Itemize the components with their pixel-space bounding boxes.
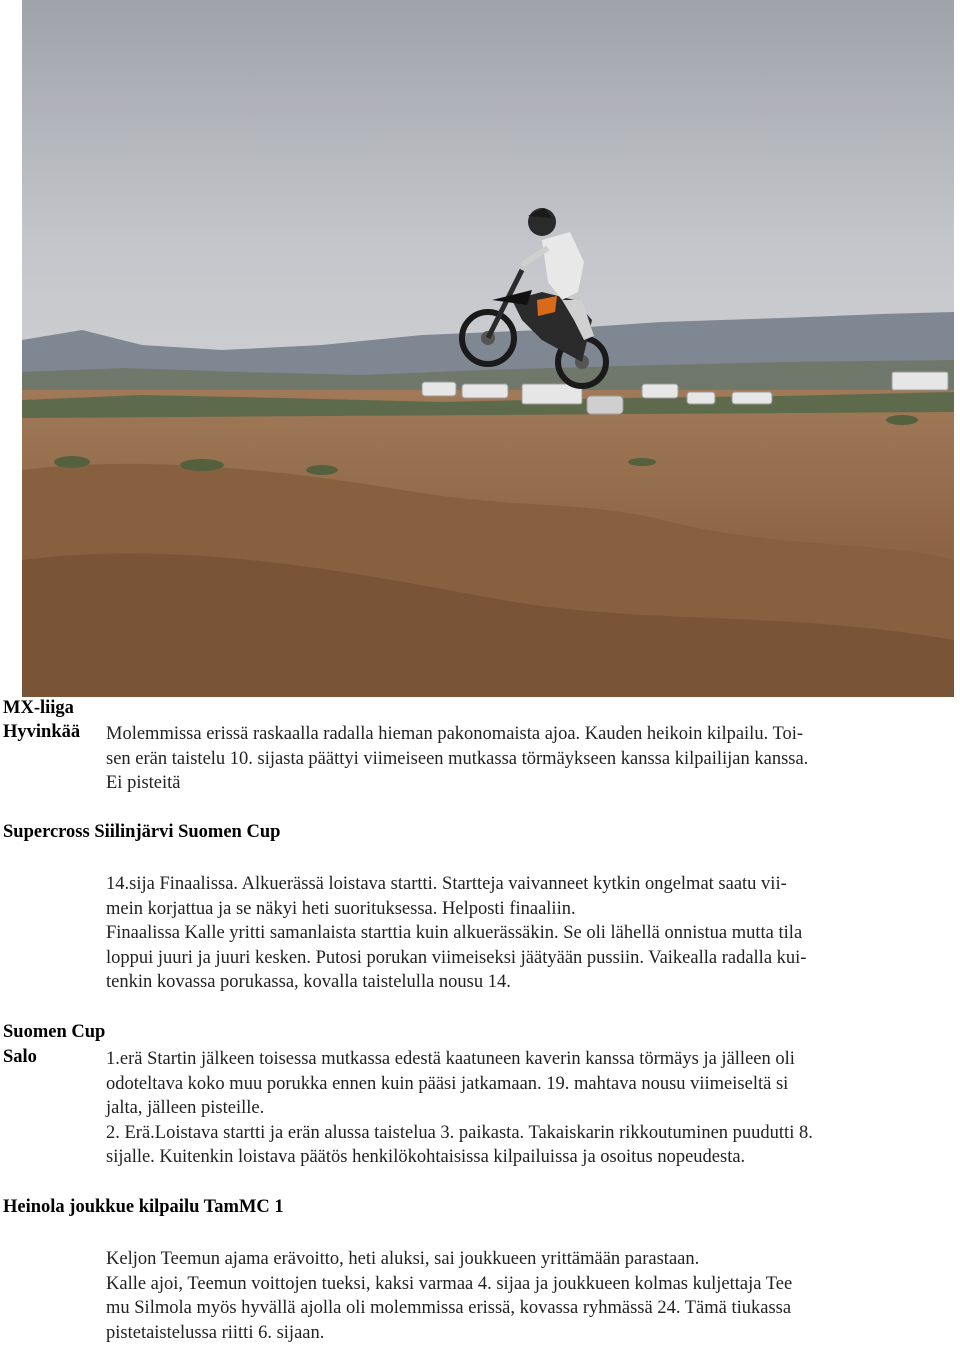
paragraph-line: 2. Erä.Loistava startti ja erän alussa taistelua 3. paikasta. Takaiskarin rikkoutuminen puudutti 8. (106, 1122, 813, 1143)
heinola-text (106, 1247, 956, 1345)
motocross-photo (22, 0, 954, 697)
paragraph-line: Molemmissa erissä raskaalla radalla hieman pakonomaista ajoa. Kauden heikoin kilpailu. Toi- (106, 724, 804, 744)
suomen-cup-place: Salo (3, 1047, 37, 1067)
mx-liiga-place: Hyvinkää (3, 722, 81, 742)
paragraph-line: 1.erä Startin jälkeen toisessa mutkassa edestä kaatuneen kaverin kanssa törmäys ja jälleen oli (106, 1049, 795, 1069)
paragraph-line: odoteltava koko muu porukka ennen kuin pääsi jatkamaan. 19. mahtava nousu viimeiseltä si (106, 1073, 789, 1094)
mx-liiga-text (106, 722, 956, 796)
paragraph-line: 14.sija Finaalissa. Alkuerässä loistava startti. Startteja vaivanneet kytkin ongelmat saatu vii- (106, 874, 787, 894)
suomen-cup-heading: Suomen Cup (3, 1022, 106, 1042)
supercross-text (106, 872, 956, 995)
paragraph-line: Ei pisteitä (106, 773, 181, 793)
paragraph-line: tenkin kovassa porukassa, kovalla taistelulla nousu 14. (106, 972, 511, 992)
mx-liiga-heading: MX-liiga (3, 698, 74, 718)
paragraph-line: Keljon Teemun ajama erävoitto, heti aluksi, sai joukkueen yrittämään parastaan. (106, 1249, 700, 1269)
paragraph-line: mein korjattua ja se näkyi heti suorituksessa. Helposti finaaliin. (106, 898, 576, 919)
paragraph-line: mu Silmola myös hyvällä ajolla oli molemmissa erissä, kovassa ryhmässä 24. Tämä tiukassa (106, 1298, 792, 1318)
paragraph-line: pistetaistelussa riitti 6. sijaan. (106, 1322, 325, 1343)
paragraph-line: sijalle. Kuitenkin loistava päätös henkilökohtaisissa kilpailuissa ja osoitus nopeudesta. (106, 1147, 746, 1167)
paragraph-line: sen erän taistelu 10. sijasta päättyi viimeiseen mutkassa törmäykseen kanssa kilpailijan kanssa. (106, 748, 809, 769)
heinola-heading: Heinola joukkue kilpailu TamMC 1 (3, 1197, 284, 1217)
supercross-heading: Supercross Siilinjärvi Suomen Cup (3, 822, 281, 842)
paragraph-line: loppui juuri ja juuri kesken. Putosi porukan viimeiseksi jäätyään pussiin. Vaikealla radalla kui- (106, 947, 807, 968)
paragraph-line: Finaalissa Kalle yritti samanlaista starttia kuin alkuerässäkin. Se oli lähellä onnistua mutta tila (106, 923, 803, 943)
paragraph-line: jalta, jälleen pisteille. (106, 1098, 265, 1118)
suomen-cup-text (106, 1047, 956, 1170)
paragraph-line: Kalle ajoi, Teemun voittojen tueksi, kaksi varmaa 4. sijaa ja joukkueen kolmas kuljettaja Tee (106, 1273, 793, 1294)
